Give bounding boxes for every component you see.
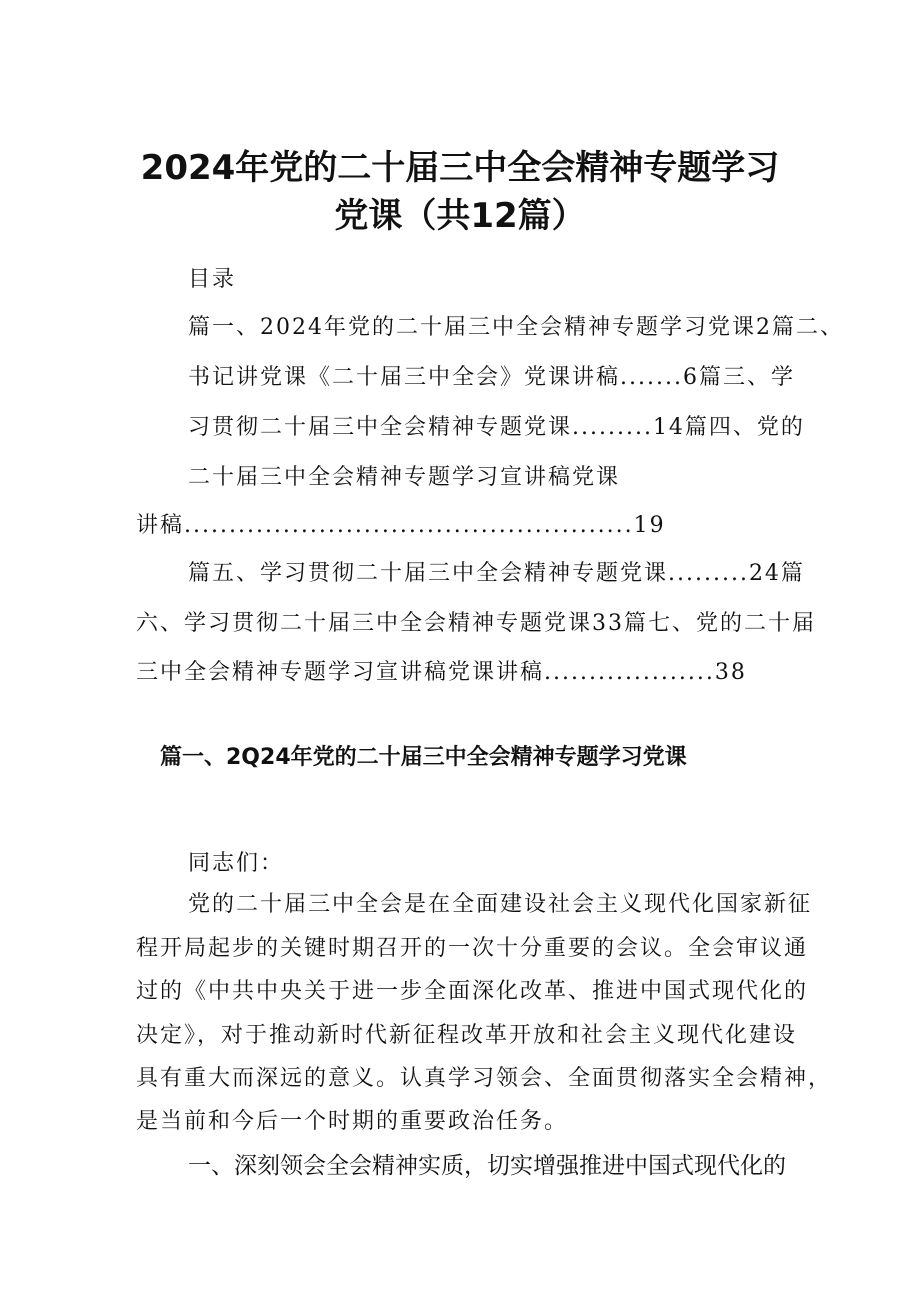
toc-line: 三中全会精神专题学习宣讲稿党课讲稿...................38	[136, 660, 747, 685]
body-line: 程开局起步的关键时期召开的一次十分重要的会议。全会审议通	[136, 936, 809, 961]
body-line: 是当前和今后一个时期的重要政治任务。	[136, 1109, 569, 1134]
toc-line: 篇一、2024年党的二十届三中全会精神专题学习党课2篇二、	[188, 315, 844, 340]
document-title-line-2: 党课（共12篇）	[334, 196, 586, 236]
toc-line: 二十届三中全会精神专题学习宣讲稿党课	[188, 465, 621, 490]
toc-line: 六、学习贯彻二十届三中全会精神专题党课33篇七、党的二十届	[136, 611, 816, 636]
toc-label: 目录	[188, 267, 237, 292]
salutation: 同志们：	[188, 851, 285, 876]
toc-line: 篇五、学习贯彻二十届三中全会精神专题党课.........24篇	[188, 561, 805, 586]
toc-line: 书记讲党课《二十届三中全会》党课讲稿.......6篇三、学	[188, 365, 795, 390]
body-line: 决定》，对于推动新时代新征程改革开放和社会主义现代化建设	[136, 1023, 798, 1048]
toc-line: 习贯彻二十届三中全会精神专题党课.........14篇四、党的	[188, 415, 805, 440]
body-line: 过的《中共中央关于进一步全面深化改革、推进中国式现代化的	[136, 979, 809, 1004]
section-heading: 篇一、2Q24年党的二十届三中全会精神专题学习党课	[160, 745, 687, 770]
document-title-line-1: 2024年党的二十届三中全会精神专题学习	[140, 148, 780, 188]
toc-line: 讲稿..................................................19	[136, 513, 666, 538]
body-line: 党的二十届三中全会是在全面建设社会主义现代化国家新征	[188, 892, 813, 917]
body-line: 具有重大而深远的意义。认真学习领会、全面贯彻落实全会精神，	[136, 1066, 833, 1091]
sub-heading: 一、深刻领会全会精神实质，切实增强推进中国式现代化的	[188, 1153, 786, 1179]
